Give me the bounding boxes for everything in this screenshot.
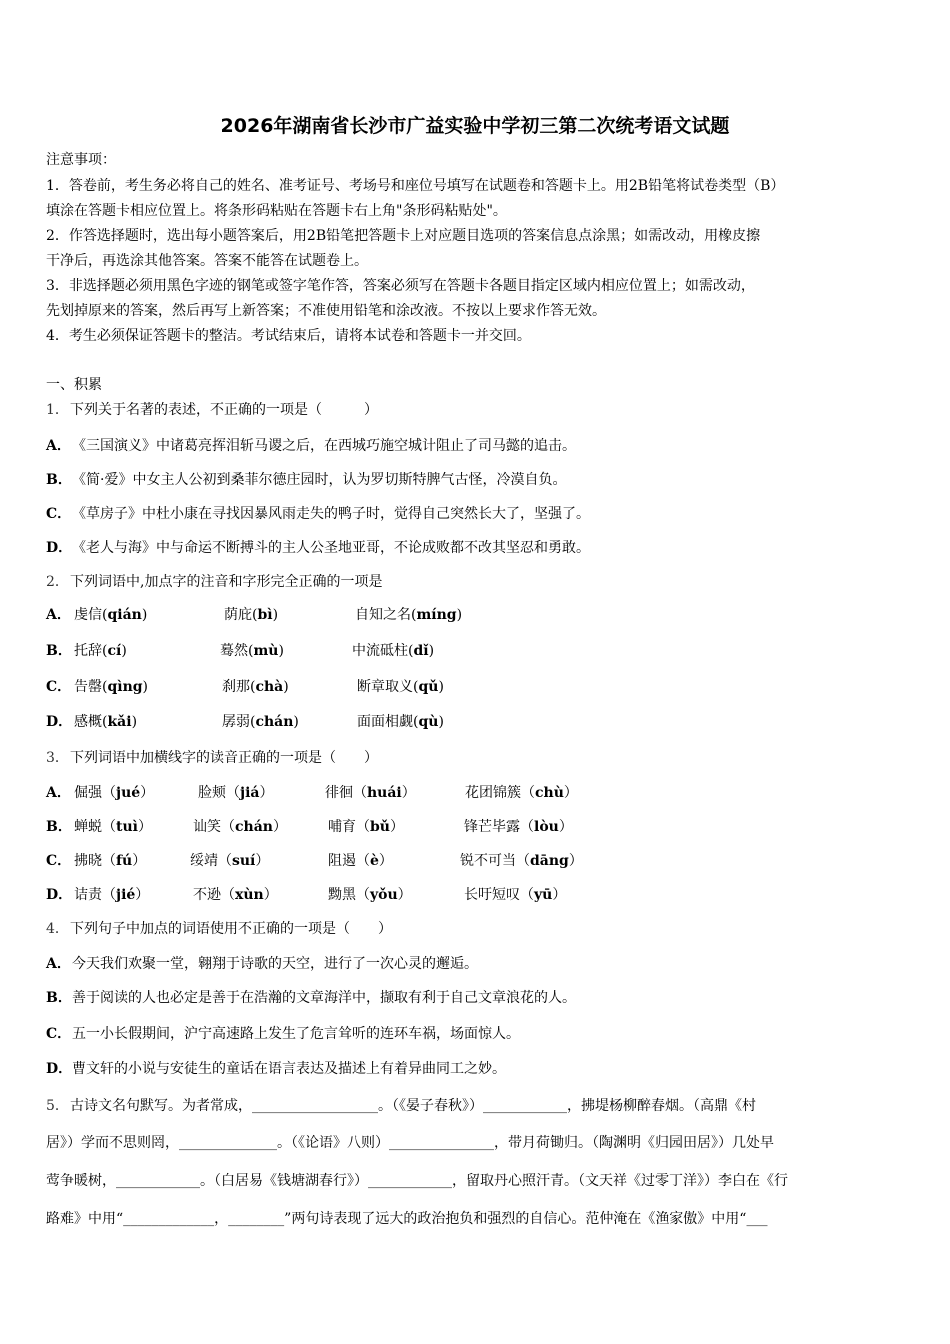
option-word-3: 断章取义(qǔ) xyxy=(357,679,444,695)
q4-option-c xyxy=(46,1024,520,1044)
q4-option-d xyxy=(46,1059,506,1079)
question-number: 4． xyxy=(46,921,69,937)
option-label: A． xyxy=(46,438,71,454)
option-word-2: 刹那(chà) xyxy=(222,679,289,695)
option-word-1: 倔强（jué） xyxy=(74,785,155,801)
q3-option-c xyxy=(46,851,906,871)
notes-line-2: 填涂在答题卡相应位置上。将条形码粘贴在答题卡右上角"条形码粘贴处"。 xyxy=(46,203,507,219)
q2-option-a xyxy=(46,605,906,625)
option-word-4: 长吁短叹（yū） xyxy=(464,887,567,903)
q1-option-c xyxy=(46,504,590,524)
option-text: 《草房子》中杜小康在寻找因暴风雨走失的鸭子时，觉得自己突然长大了，坚强了。 xyxy=(72,506,590,522)
option-word-1: 感概(kǎi) xyxy=(74,714,138,730)
option-text: 《简·爱》中女主人公初到桑菲尔德庄园时，认为罗切斯特脾气古怪，冷漠自负。 xyxy=(72,472,567,488)
option-word-1: 虔信(qián) xyxy=(74,607,148,623)
option-word-1: 托辞(cí) xyxy=(74,643,127,659)
question-number: 5． xyxy=(46,1098,69,1114)
option-word-2: 不逊（xùn） xyxy=(193,887,278,903)
notes-line-7: 4．考生必须保证答题卡的整洁。考试结束后，请将本试卷和答题卡一并交回。 xyxy=(46,328,531,344)
option-word-3: 徘徊（huái） xyxy=(325,785,416,801)
q3-option-d xyxy=(46,885,906,905)
option-label: B． xyxy=(46,643,72,659)
option-word-4: 花团锦簇（chù） xyxy=(465,785,578,801)
option-word-2: 孱弱(chán) xyxy=(222,714,299,730)
option-word-2: 蓦然(mù) xyxy=(220,643,284,659)
option-label: D． xyxy=(46,1061,73,1077)
option-text: 《老人与海》中与命运不断搏斗的主人公圣地亚哥，不论成败都不改其坚忍和勇敢。 xyxy=(72,540,590,556)
option-text: 善于阅读的人也必定是善于在浩瀚的文章海洋中，撷取有利于自己文章浪花的人。 xyxy=(72,990,576,1006)
option-word-3: 中流砥柱(dǐ) xyxy=(352,643,435,659)
option-word-2: 讪笑（chán） xyxy=(193,819,287,835)
notes-line-6: 先划掉原来的答案，然后再写上新答案；不准使用铅笔和涂改液。不按以上要求作答无效。 xyxy=(46,303,606,319)
notes-line-3: 2．作答选择题时，选出每小题答案后，用2B铅笔把答题卡上对应题目选项的答案信息点涂黑；如需改动，用橡皮擦 xyxy=(46,228,761,244)
q3-option-a xyxy=(46,783,906,803)
option-word-2: 绥靖（suí） xyxy=(190,853,270,869)
question-number: 3． xyxy=(46,750,69,766)
option-word-3: 阻遏（è） xyxy=(328,853,393,869)
question-5-line-3: 莺争暖树，____________。（白居易《钱塘湖春行》）____________，留取丹心照汗青。（文天祥《过零丁洋》）李白在《行 xyxy=(46,1173,788,1189)
question-3-stem xyxy=(46,748,378,768)
q1-option-a xyxy=(46,436,576,456)
q2-option-b xyxy=(46,641,906,661)
question-number: 1． xyxy=(46,402,69,418)
option-label: C． xyxy=(46,506,72,522)
question-text: 下列关于名著的表述，不正确的一项是（ ） xyxy=(70,402,378,418)
option-word-2: 荫庇(bì) xyxy=(224,607,279,623)
q1-option-d xyxy=(46,538,590,558)
q4-option-b xyxy=(46,988,576,1008)
option-word-3: 面面相觑(qù) xyxy=(357,714,444,730)
option-word-2: 脸颊（jiá） xyxy=(198,785,274,801)
option-word-1: 告罄(qìng) xyxy=(74,679,149,695)
option-text: 今天我们欢聚一堂，翱翔于诗歌的天空，进行了一次心灵的邂逅。 xyxy=(72,956,478,972)
option-label: C． xyxy=(46,679,72,695)
q3-option-b xyxy=(46,817,906,837)
notes-line-5: 3．非选择题必须用黑色字迹的钢笔或签字笔作答，答案必须写在答题卡各题目指定区域内相应位置上；如需改动， xyxy=(46,278,755,294)
option-word-4: 锐不可当（dāng） xyxy=(460,853,583,869)
question-2-stem xyxy=(46,572,382,592)
option-word-4: 锋芒毕露（lòu） xyxy=(464,819,573,835)
question-5-line-4: 路难》中用“_____________，________”两句诗表现了远大的政治抱负和强烈的自信心。范仲淹在《渔家傲》中用“___ xyxy=(46,1211,768,1227)
q2-option-c xyxy=(46,677,906,697)
option-word-3: 自知之名(míng) xyxy=(355,607,463,623)
option-label: C． xyxy=(46,853,72,869)
question-number: 2． xyxy=(46,574,69,590)
option-label: A． xyxy=(46,956,71,972)
option-label: B． xyxy=(46,819,72,835)
q4-option-a xyxy=(46,954,478,974)
question-4-stem xyxy=(46,919,392,939)
question-text: 下列词语中,加点字的注音和字形完全正确的一项是 xyxy=(70,574,383,590)
question-1-stem xyxy=(46,400,378,420)
option-label: B． xyxy=(46,472,72,488)
option-word-1: 拂晓（fú） xyxy=(74,853,147,869)
q1-option-b xyxy=(46,470,566,490)
option-word-3: 黝黑（yǒu） xyxy=(328,887,412,903)
notes-line-1: 1．答卷前，考生务必将自己的姓名、准考证号、考场号和座位号填写在试题卷和答题卡上。用2B铅笔将试卷类型（B） xyxy=(46,178,785,194)
option-label: D． xyxy=(46,887,73,903)
question-text: 下列词语中加横线字的读音正确的一项是（ ） xyxy=(70,750,378,766)
notes-heading: 注意事项： xyxy=(46,152,116,168)
question-5-line-1 xyxy=(46,1096,756,1116)
question-5-line-2: 居》）学而不思则罔，______________。（《论语》八则）_______________，带月荷锄归。（陶渊明《归园田居》）几处早 xyxy=(46,1135,774,1151)
question-text: 下列句子中加点的词语使用不正确的一项是（ ） xyxy=(70,921,392,937)
option-word-3: 哺育（bǔ） xyxy=(328,819,404,835)
notes-line-4: 干净后，再选涂其他答案。答案不能答在试题卷上。 xyxy=(46,253,368,269)
option-label: B． xyxy=(46,990,72,1006)
option-text: 五一小长假期间，沪宁高速路上发生了危言耸听的连环车祸，场面惊人。 xyxy=(72,1026,520,1042)
option-text: 曹文轩的小说与安徒生的童话在语言表达及描述上有着异曲同工之妙。 xyxy=(72,1061,506,1077)
exam-title: 2026年湖南省长沙市广益实验中学初三第二次统考语文试题 xyxy=(220,115,730,137)
option-word-1: 诘责（jié） xyxy=(74,887,150,903)
option-label: A． xyxy=(46,607,71,623)
option-label: D． xyxy=(46,540,73,556)
option-text: 《三国演义》中诸葛亮挥泪斩马谡之后，在西城巧施空城计阻止了司马懿的追击。 xyxy=(72,438,576,454)
option-word-1: 蝉蜕（tuì） xyxy=(74,819,152,835)
question-text: 古诗文名句默写。为者常成，__________________。（《晏子春秋》）____________，拂堤杨柳醉春烟。（高鼎《村 xyxy=(70,1098,756,1114)
q2-option-d xyxy=(46,712,906,732)
section-heading: 一、积累 xyxy=(46,377,102,393)
option-label: A． xyxy=(46,785,71,801)
option-label: C． xyxy=(46,1026,72,1042)
option-label: D． xyxy=(46,714,73,730)
